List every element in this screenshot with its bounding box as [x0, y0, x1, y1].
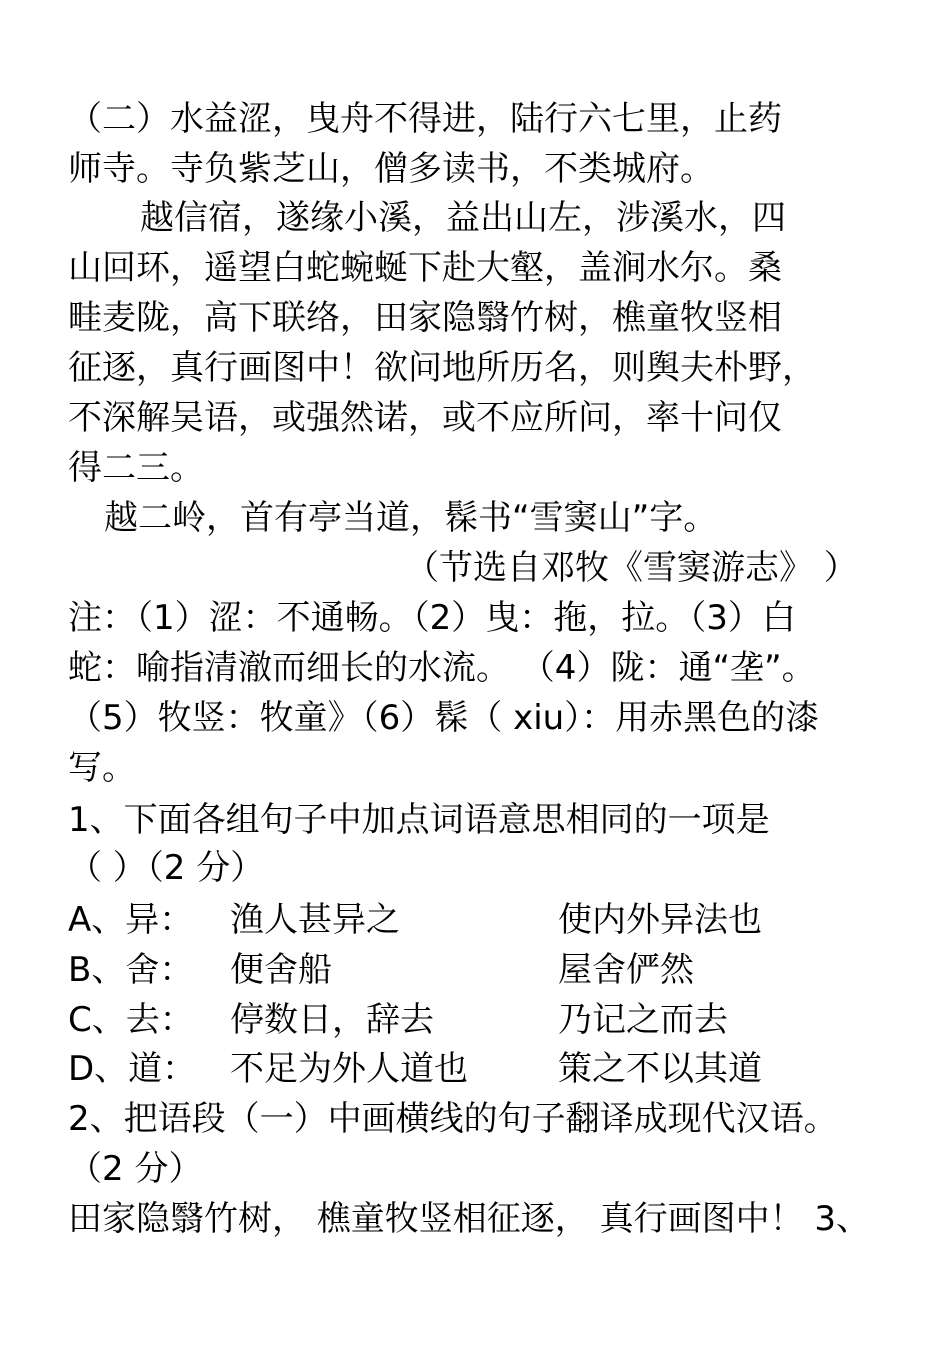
passage-line: 山回环，遥望白蛇蜿蜒下赴大壑，盖涧水尔。桑 [68, 248, 782, 288]
option-sentence-b: 使内外异法也 [558, 900, 762, 940]
option-sentence-b: 屋舍俨然 [558, 950, 694, 990]
option-sentence-b: 乃记之而去 [558, 1000, 728, 1040]
passage-source: （节选自邓牧《雪窦游志》 ） [405, 548, 858, 588]
question-1-stem: 1、下面各组句子中加点词语意思相同的一项是 [68, 800, 770, 840]
note-line: （5）牧竖：牧童》（6）髹（ xiu）：用赤黑色的漆 [68, 698, 820, 738]
question-1-score: （ ）（2 分） [68, 848, 265, 888]
note-line: 写。 [68, 748, 136, 788]
passage-line: 征逐，真行画图中！欲问地所历名，则舆夫朴野， [68, 348, 816, 388]
question-2-sentence: 田家隐翳竹树， 樵童牧竖相征逐， 真行画图中！ 3、 [68, 1199, 871, 1239]
passage-line: 不深解吴语，或强然诺，或不应所问，率十问仅 [68, 398, 782, 438]
passage-line: 畦麦陇，高下联络，田家隐翳竹树，樵童牧竖相 [68, 298, 782, 338]
option-label: A、异： [68, 900, 194, 940]
note-line: 注：（1）涩：不通畅。（2）曳：拖，拉。（3）白 [68, 598, 796, 638]
note-line: 蛇：喻指清澈而细长的水流。 （4）陇：通“垄”。 [68, 648, 816, 688]
passage-line: 越二岭，首有亭当道，髹书“雪窦山”字。 [104, 498, 718, 538]
option-sentence-a: 渔人甚异之 [230, 900, 400, 940]
option-sentence-a: 便舍船 [230, 950, 332, 990]
question-2-stem: 2、把语段（一）中画横线的句子翻译成现代汉语。 [68, 1099, 838, 1139]
option-sentence-a: 不足为外人道也 [230, 1049, 468, 1089]
passage-line: 得二三。 [68, 448, 204, 488]
option-label: C、去： [68, 1000, 194, 1040]
passage-line: 越信宿，遂缘小溪，益出山左，涉溪水，四 [140, 198, 786, 238]
option-label: D、道： [68, 1049, 197, 1089]
option-sentence-b: 策之不以其道 [558, 1049, 762, 1089]
option-sentence-a: 停数日，辞去 [230, 1000, 434, 1040]
option-label: B、舍： [68, 950, 194, 990]
question-2-score: （2 分） [68, 1149, 203, 1189]
passage-line: 师寺。寺负紫芝山，僧多读书，不类城府。 [68, 149, 714, 189]
passage-line: （二）水益涩，曳舟不得进，陆行六七里，止药 [68, 99, 782, 139]
